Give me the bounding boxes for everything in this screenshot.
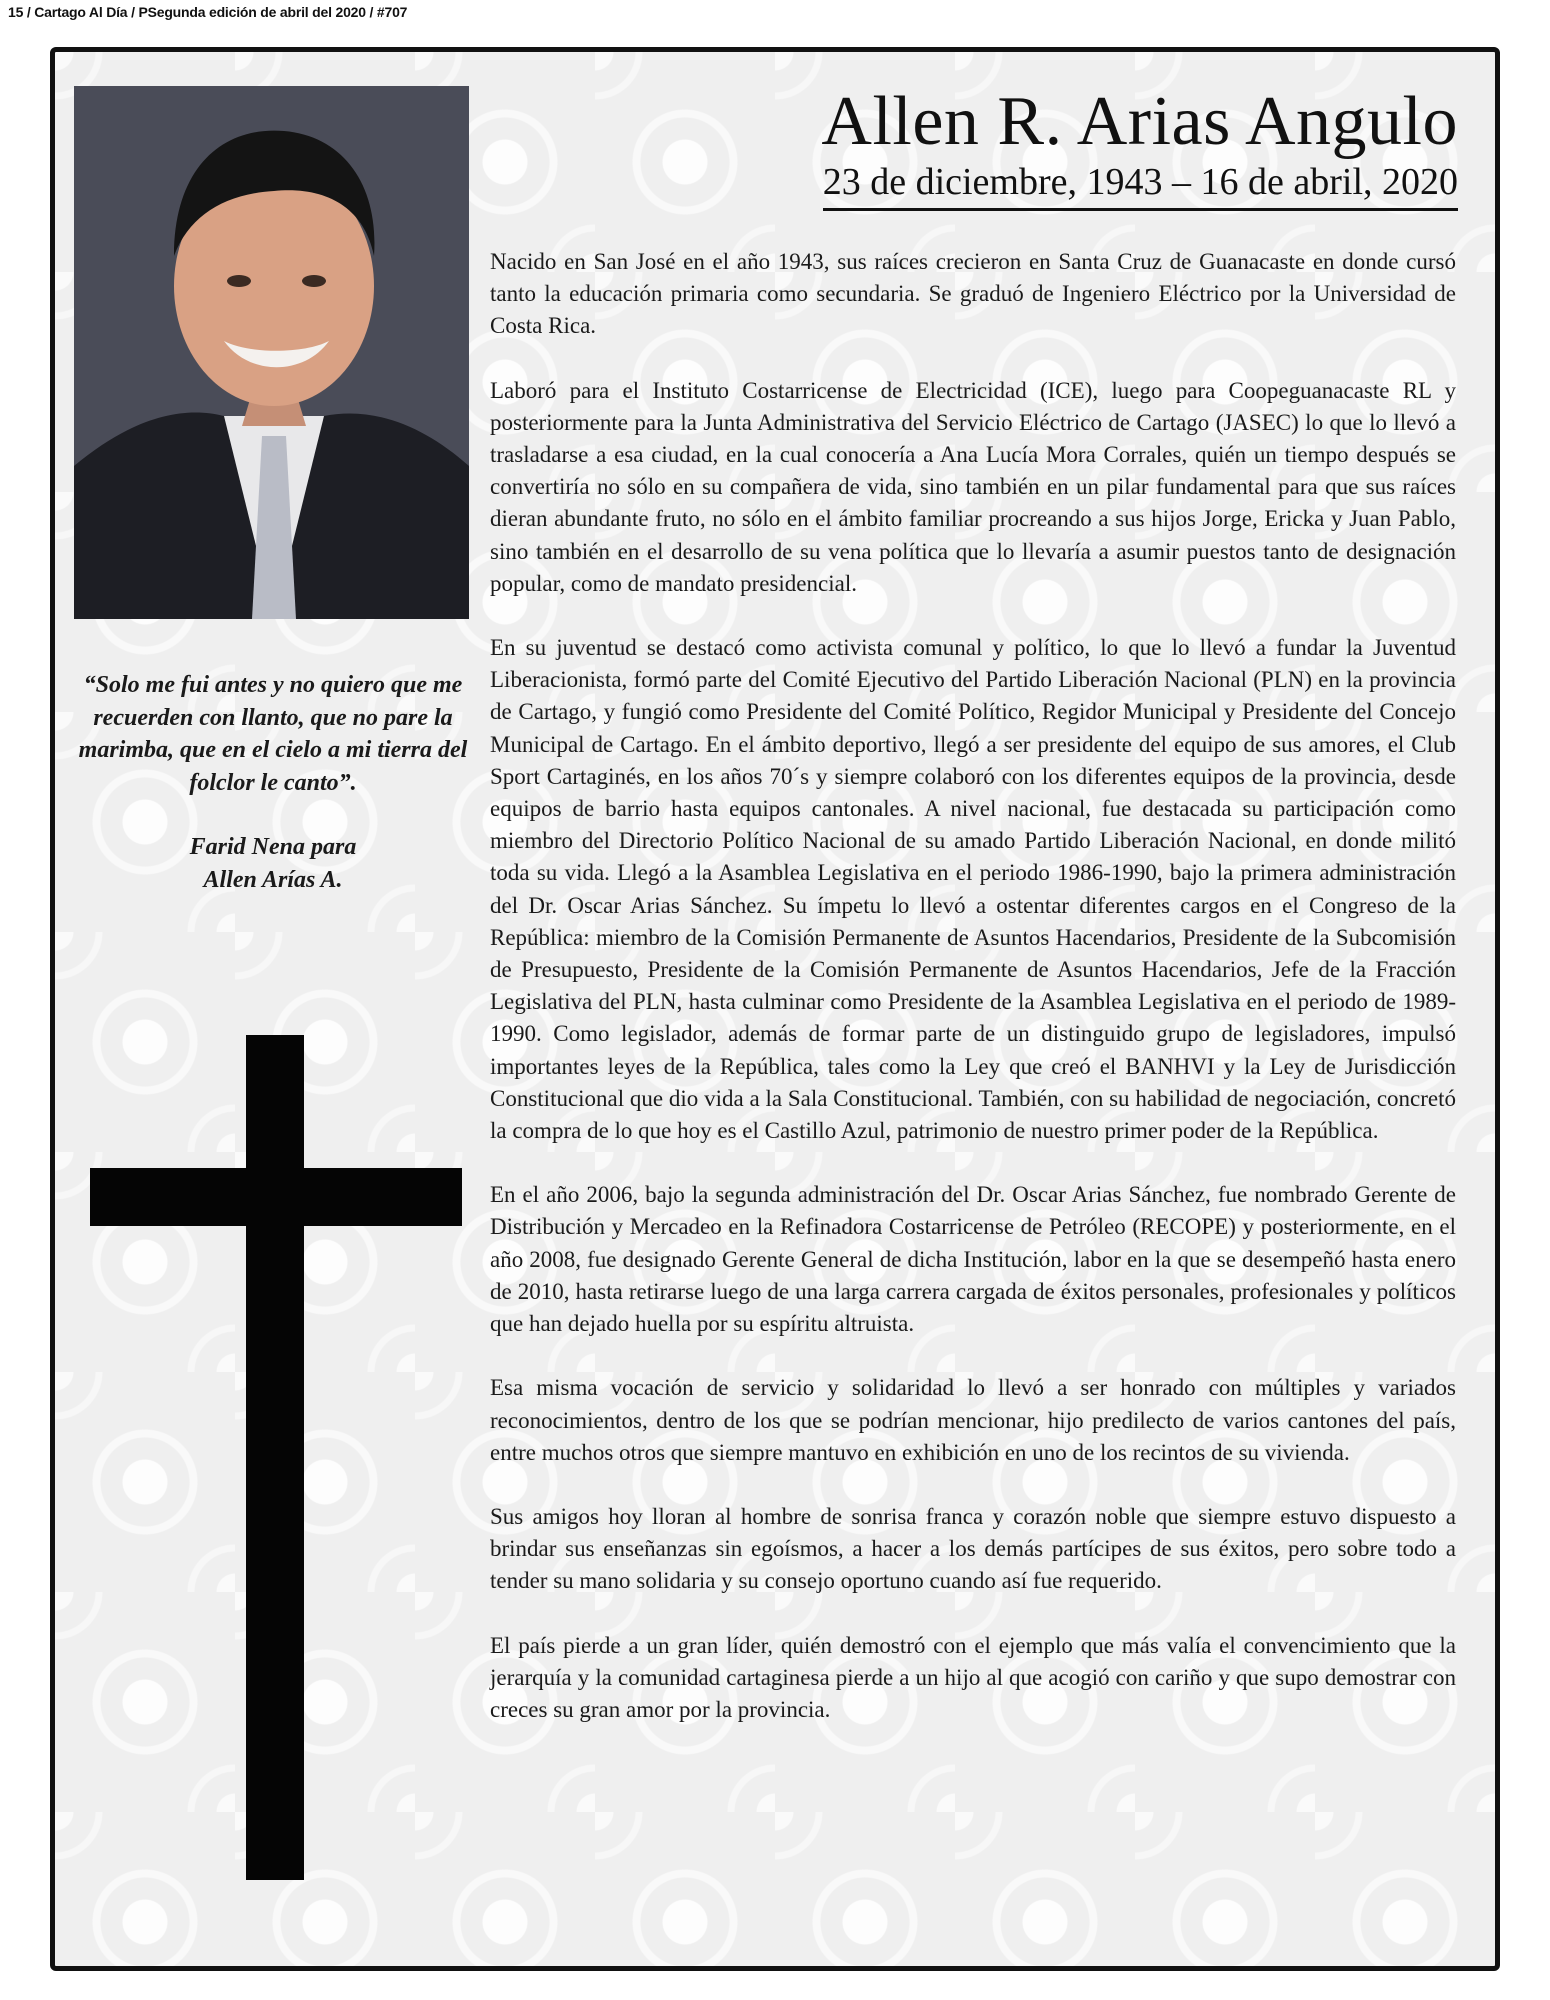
deceased-name: Allen R. Arias Angulo [821,83,1458,160]
biography-paragraph: Laboró para el Instituto Costarricense de Electricidad (ICE), luego para Coopeguanacaste RL y posteriormente para la Junta Administrativa del Servicio Eléctrico de Cartago (JASEC) lo que lo llevó a trasladarse a esa ciudad, en la cual conocería a Ana Lucía Mora Corrales, quién un tiempo después se convertiría no sólo en su compañera de vida, sino también en un pilar fundamental para que sus raíces dieran abundante fruto, no sólo en el ámbito familiar procreando a sus hijos Jorge, Ericka y Juan Pablo, sino también en el desarrollo de su vena política que lo llevaría a asumir puestos tanto de designación popular, como de mandato presidencial. [490,377,1456,596]
cross-horizontal-bar [90,1168,462,1226]
quote-attribution [78,831,468,896]
biography [490,246,1456,1758]
life-dates: 23 de diciembre, 1943 – 16 de abril, 2020 [823,160,1458,211]
quote-text: “Solo me fui antes y no quiero que me recuerden con llanto, que no pare la marimba, que en el cielo a mi tierra del folclor le canto”. [78,672,468,796]
biography-paragraph: En el año 2006, bajo la segunda administración del Dr. Oscar Arias Sánchez, fue nombrado Gerente de Distribución y Mercadeo en la Refinadora Costarricense de Petróleo (RECOPE) y posteriormente, en el año 2008, fue designado Gerente General de dicha Institución, labor en la que se desempeñó hasta enero de 2010, hasta retirarse luego de una larga carrera cargada de éxitos personales, profesionales y políticos que han dejado huella por su espíritu altruista. [490,1182,1456,1337]
biography-paragraph: Sus amigos hoy lloran al hombre de sonrisa franca y corazón noble que siempre estuvo dispuesto a brindar sus enseñanzas sin egoísmos, a hacer a los demás partícipes de sus éxitos, pero sobre todo a tender su mano solidaria y su consejo oportuno cuando así fue requerido. [490,1503,1456,1594]
cross-vertical-bar [246,1035,304,1880]
biography-paragraph: El país pierde a un gran líder, quién demostró con el ejemplo que más valía el convencimiento que la jerarquía y la comunidad cartaginesa pierde a un hijo al que acogió con cariño y que supo demostrar con creces su gran amor por la provincia. [490,1632,1456,1722]
portrait-illustration [74,86,469,619]
biography-paragraph: En su juventud se destacó como activista comunal y político, lo que lo llevó a fundar la Juventud Liberacionista, formó parte del Comité Ejecutivo del Partido Liberación Nacional (PLN) en la provincia de Cartago, y fungió como Presidente del Comité Político, Regidor Municipal y Presidente del Concejo Municipal de Cartago. En el ámbito deportivo, llegó a ser presidente del equipo de sus amores, el Club Sport Cartaginés, en los años 70´s y siempre colaboró con los diferentes equipos de la provincia, desde equipos de barrio hasta equipos cantonales. A nivel nacional, fue destacada su participación como miembro del Directorio Político Nacional de su amado Partido Liberación Nacional, en donde militó toda su vida. Llegó a la Asamblea Legislativa en el periodo 1986-1990, bajo la primera administración del Dr. Oscar Arias Sánchez. Su ímpetu lo llevó a ostentar diferentes cargos en el Congreso de la República: miembro de la Comisión Permanente de Asuntos Hacendarios, Presidente de la Subcomisión de Presupuesto, Presidente de la Comisión Permanente de Asuntos Hacendarios, Jefe de la Fracción Legislativa del PLN, hasta culminar como Presidente de la Asamblea Legislativa en el periodo de 1989-1990. Como legislador, además de formar parte de un distinguido grupo de legisladores, impulsó importantes leyes de la República, tales como la Ley que creó el BANHVI y la Ley de Jurisdicción Constitucional que dio vida a la Sala Constitucional. También, con su habilidad de negociación, concretó la compra de lo que hoy es el Castillo Azul, patrimonio de nuestro primer poder de la República. [490,635,1456,1144]
memorial-quote [78,669,468,896]
quote-attribution-line1: Farid Nena para [189,834,357,860]
quote-attribution-line2: Allen Arías A. [203,866,343,893]
biography-paragraph: Esa misma vocación de servicio y solidaridad lo llevó a ser honrado con múltiples y variados reconocimientos, dentro de los que se podrían mencionar, hijo predilecto de varios cantones del país, entre muchos otros que siempre mantuvo en exhibición en uno de los recintos de su vivienda. [490,1375,1456,1465]
biography-paragraph: Nacido en San José en el año 1943, sus raíces crecieron en Santa Cruz de Guanacaste en donde cursó tanto la educación primaria como secundaria. Se graduó de Ingeniero Eléctrico por la Universidad de Costa Rica. [490,249,1456,339]
portrait-photo [74,86,469,619]
page-header: 15 / Cartago Al Día / PSegunda edición de abril del 2020 / #707 [8,4,408,20]
